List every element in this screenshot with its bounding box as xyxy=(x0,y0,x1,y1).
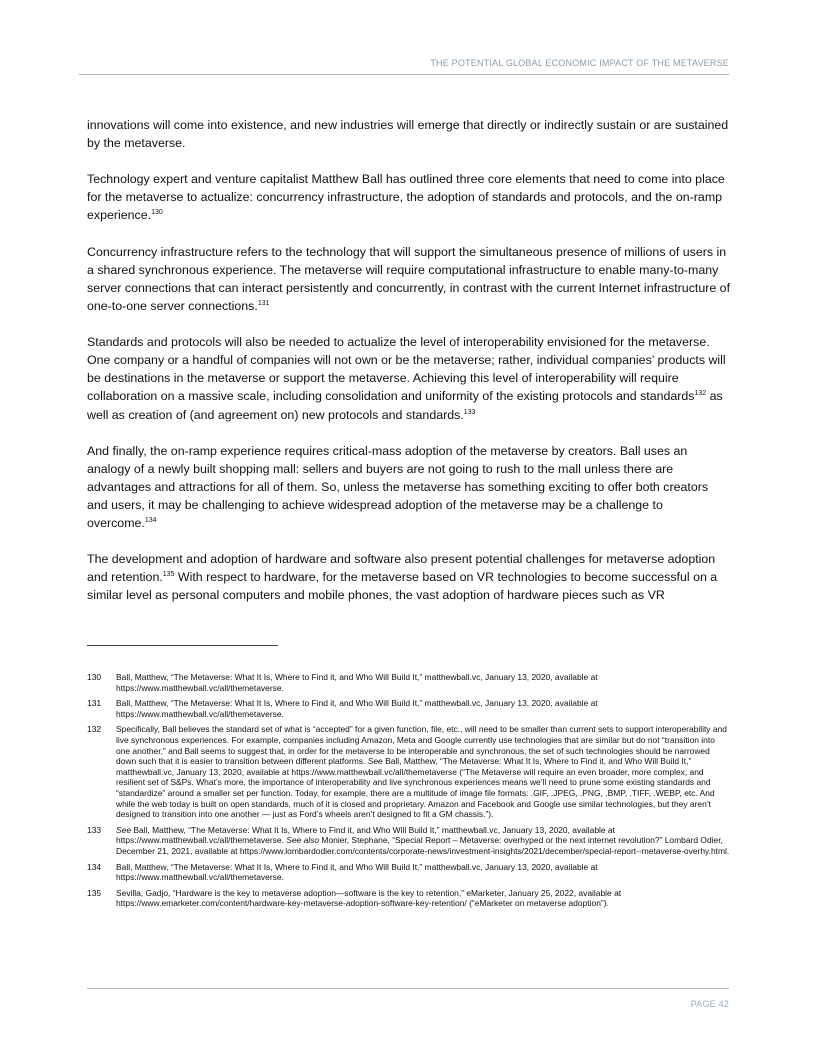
page-number: PAGE 42 xyxy=(690,999,729,1009)
footnote-ref-134[interactable]: 134 xyxy=(144,517,157,525)
footnote-number: 135 xyxy=(87,887,102,898)
footnote-ref-133[interactable]: 133 xyxy=(463,408,476,416)
footnote-text: Specifically, Ball believes the standard set of what is “accepted” for a given function, file, etc., will need to be smaller than current sets to support interoperability and live synchronous experiences. For example, companies including Amazon, Meta and Google currently use technologies that are similar but do not “transition into one another,” and Ball seems to suggest that, in order for the metaverse to be interoperable and synchronous, the set of such technologies should be narrowed down such that it is easier to transition between different platforms. See Ball, Matthew, “The Metaverse: What It Is, Where to Find it, and Who Will Build It,” matthewball.vc, January 13, 2020, available at https://www.matthewball.vc/all/themetaverse (“The Metaverse will require an even broader, more complex, and resilient set of S&Ps. What’s more, the importance of interoperability and live synchronous experiences means we’ll need to prune some existing standards and “standardize” around a smaller set per function. Today, for example, there are a multitude of image file formats: .GIF, .JPEG, .PNG, .BMP, .TIFF, .WEBP, etc. And while the web today is built on open standards, much of it is closed and proprietary. Amazon and Facebook and Google use similar technologies, but they aren’t designed to transition into one another — just as Ford’s wheels aren’t designed to fit a GM chassis.”). xyxy=(116,724,727,820)
footnote-133 xyxy=(87,825,731,857)
footnotes xyxy=(87,672,731,914)
footnote-ref-130[interactable]: 130 xyxy=(151,209,163,217)
paragraph-1: innovations will come into existence, and new industries will emerge that directly or indirectly sustain or are sustained by the metaverse. xyxy=(87,118,729,151)
footnote-text: Ball, Matthew, “The Metaverse: What It Is, Where to Find it, and Who Will Build It,” matthewball.vc, January 13, 2020, available at https://www.matthewball.vc/all/themetaverse. xyxy=(116,861,598,883)
running-header: THE POTENTIAL GLOBAL ECONOMIC IMPACT OF THE METAVERSE xyxy=(430,58,729,68)
footnote-number: 131 xyxy=(87,698,102,709)
paragraph-2: Technology expert and venture capitalist Matthew Ball has outlined three core elements that need to come into place for the metaverse to actualize: concurrency infrastructure, the adoption of standards and protocols, and the on-ramp experience.$^{130}$ xyxy=(87,172,725,223)
footnote-number: 132 xyxy=(87,724,102,735)
footnote-number: 130 xyxy=(87,672,102,682)
footnote-separator xyxy=(87,645,278,646)
footnote-135 xyxy=(87,888,731,909)
footnote-number: 133 xyxy=(87,824,102,835)
footnote-text: Ball, Matthew, “The Metaverse: What It Is, Where to Find it, and Who Will Build It,” matthewball.vc, January 13, 2020, available at https://www.matthewball.vc/all/themetaverse. xyxy=(116,698,598,719)
paragraph-4: Standards and protocols will also be needed to actualize the level of interoperability envisioned for the metaverse. One company or a handful of companies will not own or be the metaverse; rather, individual companies’ products will be destinations in the metaverse or support the metaverse. Achieving this level of interoperability will require collaboration on a massive scale, including consolidation and uniformity of the existing protocols and standards$^{132}$ as well as creation of (and agreement on) new protocols and standards.$^{133}$ xyxy=(87,335,726,422)
footnote-ref-132[interactable]: 132 xyxy=(694,390,707,398)
paragraph-6: The development and adoption of hardware and software also present potential challenges for metaverse adoption and retention.$^{135}$ With respect to hardware, for the metaverse based on VR technologies to become successful on a similar level as personal computers and mobile phones, the vast adoption of hardware pieces such as VR xyxy=(87,552,718,603)
body-text xyxy=(87,116,731,623)
footnote-132 xyxy=(87,724,731,819)
footnote-text: See Ball, Matthew, “The Metaverse: What It Is, Where to Find it, and Who Will Build It,” matthewball.vc, January 13, 2020, available at https://www.matthewball.vc/all/themetaverse. See also Monier, Stephane, “Special Report – Metaverse: overhyped or the next internet revolution?” Lombard Odier, December 21, 2021, available at https://www.lombardodier.com/contents/corporate-news/investment-insights/2021/december/special-report--metaverse-overhy.html. xyxy=(116,824,730,856)
footnote-131 xyxy=(87,698,731,719)
footer-rule xyxy=(87,988,729,989)
header-rule xyxy=(79,74,729,75)
paragraph-5: And finally, the on-ramp experience requires critical-mass adoption of the metaverse by creators. Ball uses an analogy of a newly built shopping mall: sellers and buyers are not going to rush to the mall unless there are advantages and attractions for all of them. So, unless the metaverse has something exciting to offer both creators and users, it may be challenging to achieve widespread adoption of the metaverse may be a challenge to overcome.$^{134}$ xyxy=(87,443,709,531)
footnote-130 xyxy=(87,672,731,693)
footnote-ref-135[interactable]: 135 xyxy=(162,571,175,579)
footnote-number: 134 xyxy=(87,861,102,872)
footnote-134 xyxy=(87,862,731,883)
footnote-text: Sevilla, Gadjo, “Hardware is the key to metaverse adoption—software is the key to retention,” eMarketer, January 25, 2022, available at https://www.emarketer.com/content/hardware-key-metaverse-adoption-software-key-retention/ (“eMarketer on metaverse adoption”). xyxy=(116,887,622,909)
footnote-text: Ball, Matthew, “The Metaverse: What It Is, Where to Find it, and Who Will Build It,” matthewball.vc, January 13, 2020, available at https://www.matthewball.vc/all/themetaverse. xyxy=(116,672,598,693)
paragraph-3: Concurrency infrastructure refers to the technology that will support the simultaneous presence of millions of users in a shared synchronous experience. The metaverse will require computational infrastructure to enable many-to-many server connections that can interact persistently and concurrently, in contrast with the current Internet infrastructure of one-to-one server connections.$^{131}$ xyxy=(87,244,731,313)
footnote-ref-131[interactable]: 131 xyxy=(257,299,270,307)
